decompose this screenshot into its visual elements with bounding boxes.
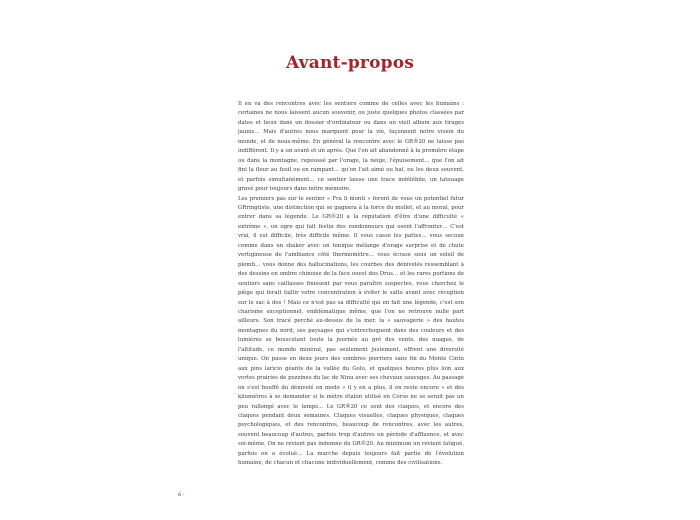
body-text (238, 100, 464, 469)
page-title: Avant-propos (285, 53, 415, 73)
page-number: 6 - (178, 492, 185, 498)
paragraph-2: Les premiers pas sur le sentier « Fra li monti » feront de vous un potentiel futur GRringtiste, une distinction qui se gagnera à la force du mollet, et au moral, pour entrer dans sa légende. Le GR®20 a la réputation d'être d'une difficulté « extrême », un ogre qui fait festin des randonneurs qui osent l'affronter… C'est vrai, il est difficile, très difficile même. Il vous casse les pattes… vous secoue comme dans un shaker avec un tonique mélange d'orage surprise et de chute vertigineuse de l'ambiance côté thermomètre… vous écrase sous un soleil de plomb… vous donne des hallucinations, les courbes des dénivelés ressemblant à des dessins en ombre chinoise de la face ouest des Drus… et les rares portions de sentiers sans caillasses finissent par vous paraître suspectes, vous cherchez le piège qui ferait faillir votre concentration à éviter le salto avant avec réception sur le sac à dos ! Mais ce n'est pas sa difficulté qui en fait une légende, c'est son charisme exceptionnel, emblématique même, que l'on ne retrouve nulle part ailleurs. Son tracé perché au-dessus de la mer, la « sauvagerie » des hautes montagnes du nord, ses paysages qui s'entrechoquent dans des couleurs et des lumières se bousculant toute la journée au gré des vents, des nuages, de l'altitude, ce monde minéral, pas seulement justement, offrent une diversité unique. On passe en deux jours des sombres pierriers sans fin du Monte Cintu aux pins laricio géants de la vallée du Golu, et quelques heures plus loin aux vertes prairies de pozzines du lac de Ninu avec ses chevaux sauvages. Au passage on s'est bouffé du dénivelé en mode « il y en a plus, il en reste encore » et des kilomètres à se demander si le mètre étalon utilisé en Corse ne se serait pas un peu rallongé avec le temps… Le GR®20 ce sont des claques, et encore des claques pendant deux semaines. Claques visuelles, claques physiques, claques psychologiques, et des rencontres, beaucoup de rencontres, avec les autres, souvent beaucoup d'autres, parfois trop d'autres en période d'affluence, et avec soi-même. On ne revient pas indemne du GR®20. Au minimum un revient fatigué, parfois on a évolué… La marche depuis toujours fait partie de l'évolution humaine, de chacun et chacune individuellement, comme des civilisations. (238, 195, 464, 467)
paragraph-1: Il en va des rencontres avec les sentiers comme de celles avec les humains : certaines ne nous laissent aucun souvenir, ou juste quelques photos classées par dates et lieux dans un dossier d'ordinateur ou dans un vieil album aux tirages jaunis… Mais d'autres nous marquent pour la vie, façonnent notre vision du monde, et de nous-même. En général la rencontre avec le GR®20 ne laisse pas indifférent. Il y a un avant et un après. Que l'on ait abandonné à la première étape ou dans la montagne, repoussé par l'orage, la neige, l'épuisement… que l'on ait fini la fleur au fusil ou en rampant… qu'on l'ait aimé ou haï, ou les deux souvent, et parfois simultanément… ce sentier laisse une trace indélébile, un tatouage gravé pour toujours dans notre mémoire. (238, 101, 464, 193)
